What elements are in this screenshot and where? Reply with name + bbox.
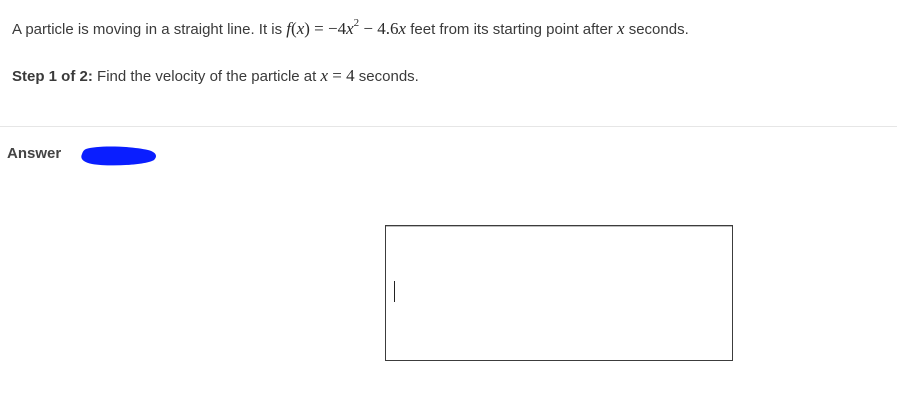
problem-prefix: A particle is moving in a straight line. It is: [12, 21, 283, 38]
redaction-scribble: [81, 146, 156, 165]
answer-label: Answer: [7, 145, 62, 162]
problem-suffix-end: seconds.: [628, 21, 689, 38]
problem-statement: [12, 18, 689, 41]
redaction-mark: [80, 140, 158, 170]
step-text: Find the velocity of the particle at: [97, 68, 317, 85]
step-unit: seconds.: [358, 68, 419, 85]
step-prompt: [12, 65, 419, 88]
section-divider: [0, 126, 897, 127]
step-label: Step 1 of 2:: [12, 68, 93, 85]
problem-suffix: feet from its starting point after: [410, 21, 613, 38]
variable-x: x: [616, 19, 625, 38]
text-cursor: [394, 281, 395, 302]
answer-input[interactable]: [385, 225, 733, 361]
function-expression: $f(x) = -4x^2 - 4.6x$: [286, 17, 407, 38]
step-condition: x = 4: [320, 66, 355, 85]
